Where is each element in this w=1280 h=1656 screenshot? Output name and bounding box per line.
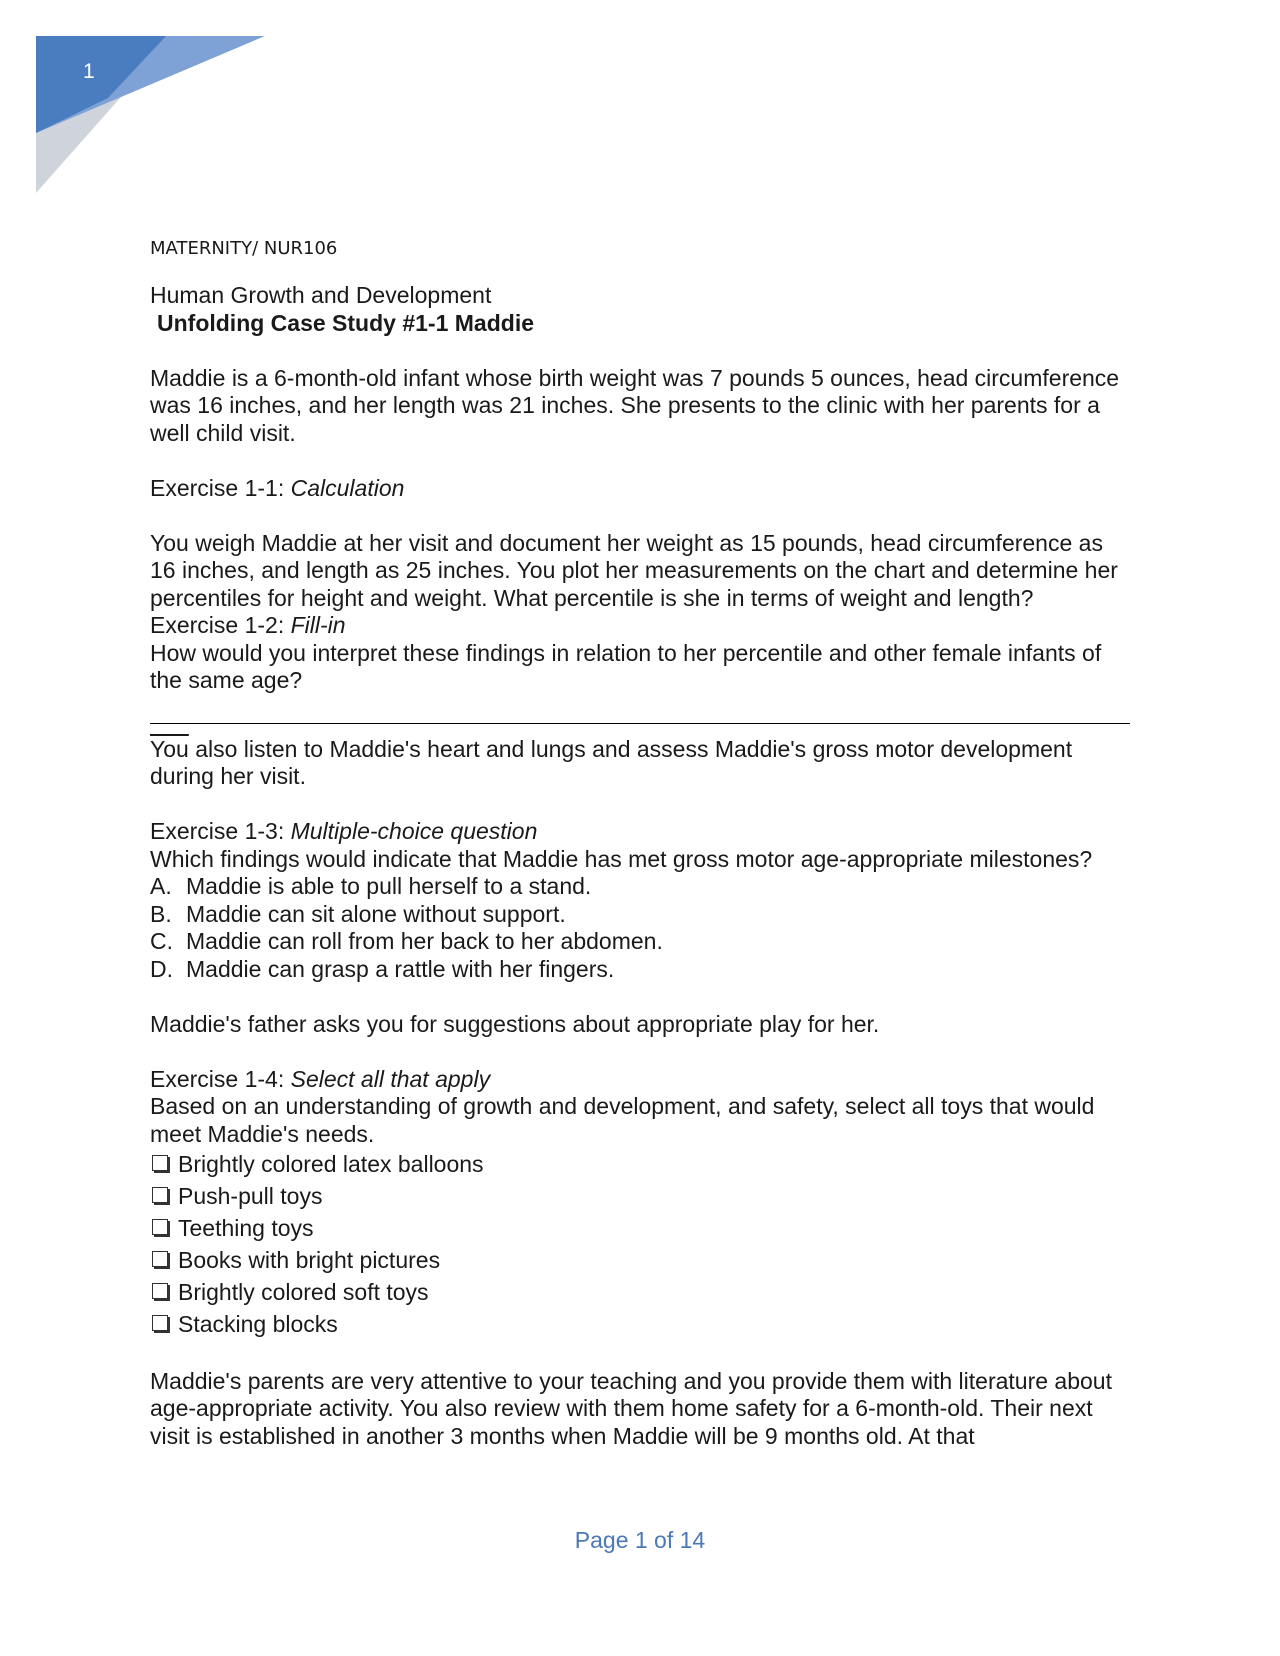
checkbox-item[interactable]: Stacking blocks xyxy=(150,1308,1130,1340)
checkbox-item[interactable]: Brightly colored soft toys xyxy=(150,1276,1130,1308)
option-a[interactable]: A. Maddie is able to pull herself to a stand. xyxy=(150,873,592,899)
document-body xyxy=(150,238,1130,1450)
checkbox-item[interactable]: Teething toys xyxy=(150,1212,1130,1244)
exercise-1-4-heading: Exercise 1-4: Select all that apply xyxy=(150,1065,491,1092)
checkbox-icon[interactable] xyxy=(152,1219,168,1235)
checkbox-icon[interactable] xyxy=(152,1283,168,1299)
checkbox-item[interactable]: Brightly colored latex balloons xyxy=(150,1148,1130,1180)
course-code: MATERNITY/ NUR106 xyxy=(150,238,338,259)
document-subject: Human Growth and Development xyxy=(150,282,492,308)
header-page-number: 1 xyxy=(83,60,95,83)
checkbox-item[interactable]: Push-pull toys xyxy=(150,1180,1130,1212)
checkbox-icon[interactable] xyxy=(152,1251,168,1267)
checkbox-icon[interactable] xyxy=(152,1187,168,1203)
case-study-title: Unfolding Case Study #1-1 Maddie xyxy=(157,309,534,336)
intro-paragraph: Maddie is a 6-month-old infant whose birth weight was 7 pounds 5 ounces, head circumference was 16 inches, and her length was 21 inches. She presents to the clinic with her parents for a well child visit. xyxy=(150,364,1120,446)
corner-decoration xyxy=(0,0,300,220)
transition-paragraph-1: $\overline{You}$ also listen to Maddie's heart and lungs and assess Maddie's gross motor development during her visit. xyxy=(150,735,1073,789)
exercise-1-1-text: You weigh Maddie at her visit and document her weight as 15 pounds, head circumference as 16 inches, and length as 25 inches. You plot her measurements on the chart and determine her percentiles for height and weight. What percentile is she in terms of weight and length? xyxy=(150,529,1118,611)
exercise-1-2-heading: Exercise 1-2: Fill-in xyxy=(150,612,346,638)
exercise-1-3-text: Which findings would indicate that Maddie has met gross motor age-appropriate milestones? xyxy=(150,845,1093,872)
exercise-1-1-heading: Exercise 1-1: Calculation xyxy=(150,474,405,501)
option-b[interactable]: B. Maddie can sit alone without support. xyxy=(150,900,566,927)
transition-paragraph-2: Maddie's father asks you for suggestions about appropriate play for her. xyxy=(150,1010,880,1037)
option-d[interactable]: D. Maddie can grasp a rattle with her fingers. xyxy=(150,955,615,982)
exercise-1-3-heading: Exercise 1-3: Multiple-choice question xyxy=(150,818,538,844)
option-c[interactable]: C. Maddie can roll from her back to her abdomen. xyxy=(150,928,663,954)
answer-line[interactable] xyxy=(150,695,1130,724)
checkbox-item[interactable]: Books with bright pictures xyxy=(150,1244,1130,1276)
exercise-1-2-text: How would you interpret these findings in relation to her percentile and other female infants of the same age? xyxy=(150,639,1102,693)
exercise-1-4-text: Based on an understanding of growth and development, and safety, select all toys that would meet Maddie's needs. xyxy=(150,1093,1095,1147)
closing-paragraph: Maddie's parents are very attentive to your teaching and you provide them with literature about age-appropriate activity. You also review with them home safety for a 6-month-old. Their next visit is established in another 3 months when Maddie will be 9 months old. At that xyxy=(150,1367,1112,1449)
checkbox-icon[interactable] xyxy=(152,1315,168,1331)
page-footer: Page 1 of 14 xyxy=(574,1527,706,1553)
checkbox-icon[interactable] xyxy=(152,1155,168,1171)
